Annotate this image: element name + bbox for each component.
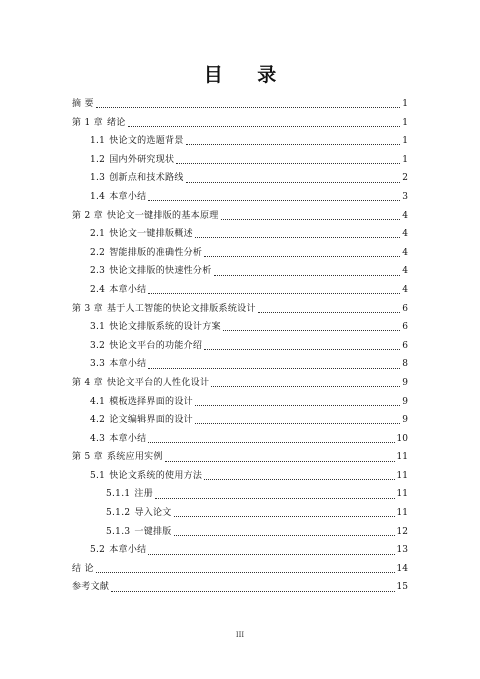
toc-entry-title: 系统应用实例: [106, 452, 163, 463]
toc-entry-label: [90, 151, 174, 170]
dot-leader: [223, 329, 400, 331]
toc-entry[interactable]: [72, 300, 408, 319]
toc-entry-number: 第 4 章: [72, 377, 103, 388]
toc-entry-label: [90, 430, 146, 449]
toc-entry[interactable]: [72, 207, 408, 226]
toc-entry[interactable]: [72, 541, 408, 560]
toc-entry-title: 模板选择界面的设计: [109, 396, 193, 407]
toc-entry[interactable]: [72, 132, 408, 151]
dot-leader: [204, 348, 400, 350]
toc-entry-page: 4: [402, 266, 408, 277]
toc-entry-number: 2.3: [90, 266, 106, 277]
dot-leader: [174, 534, 395, 536]
dot-leader: [128, 125, 400, 127]
dot-leader: [148, 199, 400, 201]
toc-entry-label: [90, 281, 146, 300]
dot-leader: [148, 553, 394, 555]
toc-entry-number: 1.3: [90, 173, 106, 184]
dot-leader: [176, 162, 400, 164]
toc-entry-number: 1.2: [90, 154, 106, 165]
toc-entry[interactable]: [72, 95, 408, 114]
toc-entry-title: 论文编辑界面的设计: [109, 415, 193, 426]
toc-entry-label: [90, 318, 221, 337]
dot-leader: [96, 571, 395, 573]
dot-leader: [258, 311, 400, 313]
toc-entry-title: 快论文的选题背景: [109, 136, 184, 147]
toc-entry-page: 6: [402, 340, 408, 351]
toc-entry-title: 快论文系统的使用方法: [109, 470, 203, 481]
toc-entry-number: 2.1: [90, 229, 106, 240]
toc-entry-number: 4.2: [90, 415, 106, 426]
toc-entry-label: [90, 393, 193, 412]
toc-entry-title: 注册: [134, 489, 154, 500]
dot-leader: [204, 255, 400, 257]
toc-entry-number: 第 3 章: [72, 303, 103, 314]
toc-entry-label: [72, 374, 209, 393]
toc-entry[interactable]: [72, 411, 408, 430]
toc-entry-title: 本章小结: [109, 433, 147, 444]
toc-entry-title: 本章小结: [109, 545, 147, 556]
toc-entry-number: 1.1: [90, 136, 106, 147]
toc-entry-page: 12: [396, 526, 408, 537]
toc-entry-title: 国内外研究现状: [109, 154, 175, 165]
toc-entry-page: 9: [402, 396, 408, 407]
dot-leader: [221, 218, 400, 220]
toc-entry-label: [90, 337, 202, 356]
toc-entry-page: 11: [396, 508, 408, 519]
toc-entry-page: 6: [402, 322, 408, 333]
toc-entry[interactable]: [72, 337, 408, 356]
toc-entry-number: 5.1.1: [106, 489, 131, 500]
toc-entry-title: 绪论: [106, 117, 126, 128]
toc-entry-label: [72, 448, 163, 467]
toc-entry-label: [90, 262, 212, 281]
toc-entry[interactable]: [72, 448, 408, 467]
toc-entry-title: 导入论文: [134, 508, 172, 519]
toc-entry-title: 本章小结: [109, 284, 147, 295]
toc-entry[interactable]: [72, 560, 408, 579]
toc-entry[interactable]: [72, 188, 408, 207]
toc-entry-number: 5.1.3: [106, 526, 131, 537]
toc-entry-title: 一键排版: [134, 526, 172, 537]
toc-entry-page: 8: [402, 359, 408, 370]
toc-entry[interactable]: [72, 151, 408, 170]
toc-entry-page: 4: [402, 284, 408, 295]
toc-entry-number: 3.1: [90, 322, 106, 333]
dot-leader: [174, 515, 395, 517]
toc-entry[interactable]: [72, 318, 408, 337]
toc-entry-title: 摘 要: [72, 99, 94, 109]
toc-entry-page: 11: [396, 470, 408, 481]
toc-entry-label: [90, 541, 146, 560]
toc-entry-title: 快论文排版系统的设计方案: [109, 322, 221, 333]
toc-entry-label: [72, 300, 256, 319]
toc-entry-number: 3.2: [90, 340, 106, 351]
toc-entry-page: 9: [402, 377, 408, 388]
toc-entry[interactable]: [72, 485, 408, 504]
toc-entry-page: 4: [402, 229, 408, 240]
toc-entry-title: 本章小结: [109, 191, 147, 202]
toc-entry-label: [90, 132, 184, 151]
dot-leader: [195, 422, 400, 424]
toc-entry-title: 快论文一键排版的基本原理: [106, 210, 219, 221]
toc-entry-label: [106, 504, 172, 523]
toc-entry-page: 14: [396, 563, 408, 574]
toc-entry-page: 11: [396, 489, 408, 500]
dot-leader: [155, 497, 395, 499]
dot-leader: [204, 478, 394, 480]
toc-entry-label: [72, 207, 219, 226]
dot-leader: [111, 590, 394, 592]
toc-entry-page: 4: [402, 210, 408, 221]
toc-entry-label: [106, 523, 172, 542]
toc-entry[interactable]: [72, 262, 408, 281]
toc-entry-page: 9: [402, 415, 408, 426]
toc-entry[interactable]: [72, 225, 408, 244]
dot-leader: [214, 274, 400, 276]
toc-entry-title: 参考文献: [72, 582, 110, 593]
toc-entry-label: [90, 225, 193, 244]
toc-entry-title: 快论文排版的快速性分析: [109, 266, 212, 277]
toc-entry-number: 5.1: [90, 470, 106, 481]
toc-entry-page: 4: [402, 247, 408, 258]
toc-entry[interactable]: [72, 467, 408, 486]
toc-entry-label: [106, 485, 153, 504]
toc-entry-title: 创新点和技术路线: [109, 173, 184, 184]
toc-entry-label: [90, 411, 193, 430]
dot-leader: [148, 441, 394, 443]
toc-entry-title: 快论文平台的人性化设计: [106, 377, 210, 388]
toc-entry[interactable]: [72, 393, 408, 412]
toc-entry-page: 10: [396, 433, 408, 444]
toc-entry-number: 第 5 章: [72, 452, 103, 463]
toc-entry-page: 11: [396, 452, 408, 463]
toc-entry-label: [90, 355, 146, 374]
toc-entry[interactable]: [72, 504, 408, 523]
dot-leader: [165, 460, 395, 462]
toc-entry-number: 5.1.2: [106, 508, 131, 519]
toc-entry-page: 1: [402, 99, 408, 109]
toc-entry-label: [90, 169, 184, 188]
toc-entry-title: 结 论: [72, 563, 94, 574]
toc-entry-number: 4.1: [90, 396, 106, 407]
toc-entry[interactable]: [72, 169, 408, 188]
toc-entry-label: [90, 244, 202, 263]
toc-entry-number: 4.3: [90, 433, 106, 444]
dot-leader: [186, 181, 400, 183]
toc-entry-page: 13: [396, 545, 408, 556]
toc-entry-label: [72, 560, 94, 579]
toc-entry-page: 1: [402, 117, 408, 128]
toc-entry-number: 5.2: [90, 545, 106, 556]
dot-leader: [195, 404, 400, 406]
toc-entry-page: 1: [402, 154, 408, 165]
page-number-footer: III: [235, 631, 245, 639]
toc-entry-title: 本章小结: [109, 359, 147, 370]
toc-entry[interactable]: [72, 355, 408, 374]
toc-entry-number: 1.4: [90, 191, 106, 202]
toc-entry-page: 6: [402, 303, 408, 314]
dot-leader: [195, 236, 400, 238]
dot-leader: [186, 143, 400, 145]
toc-entry-number: 第 2 章: [72, 210, 103, 221]
dot-leader: [148, 292, 400, 294]
toc-entry-label: [90, 467, 202, 486]
dot-leader: [96, 106, 400, 108]
toc-entry[interactable]: [72, 430, 408, 449]
toc-entry-title: 基于人工智能的快论文排版系统设计: [106, 303, 256, 314]
toc-entry-page: 1: [402, 136, 408, 147]
toc-entry-label: [90, 188, 146, 207]
toc-entry-number: 3.3: [90, 359, 106, 370]
toc-entry[interactable]: [72, 244, 408, 263]
toc-entry-page: 15: [396, 582, 408, 593]
dot-leader: [211, 385, 400, 387]
dot-leader: [148, 367, 400, 369]
toc-entry[interactable]: [72, 114, 408, 133]
toc-entry-label: [72, 578, 109, 597]
table-of-contents: [72, 95, 408, 597]
toc-entry[interactable]: [72, 374, 408, 393]
toc-entry-page: 3: [402, 191, 408, 202]
toc-entry-label: [72, 114, 126, 133]
page-title: 目 录: [203, 64, 291, 86]
toc-entry[interactable]: [72, 281, 408, 300]
toc-entry-label: [72, 95, 94, 114]
toc-entry-number: 2.4: [90, 284, 106, 295]
toc-entry-title: 快论文一键排版概述: [109, 229, 193, 240]
toc-entry[interactable]: [72, 523, 408, 542]
toc-entry-page: 2: [402, 173, 408, 184]
toc-entry-title: 智能排版的准确性分析: [109, 247, 203, 258]
toc-entry[interactable]: [72, 578, 408, 597]
toc-entry-number: 第 1 章: [72, 117, 103, 128]
toc-entry-number: 2.2: [90, 247, 106, 258]
toc-entry-title: 快论文平台的功能介绍: [109, 340, 203, 351]
